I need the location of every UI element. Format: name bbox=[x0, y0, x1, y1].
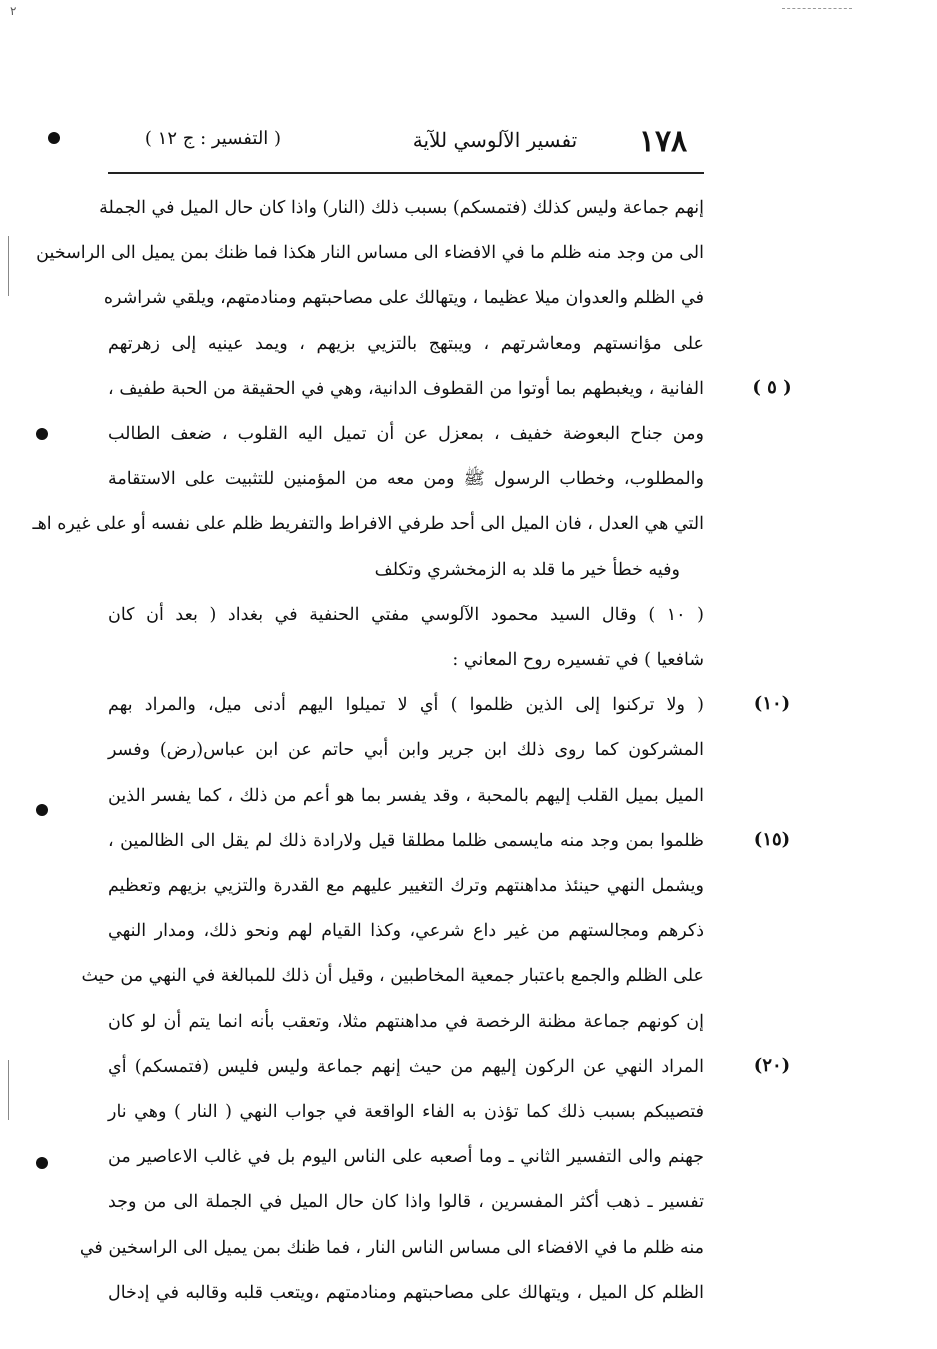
punch-hole-mark bbox=[36, 428, 48, 440]
text-line: التي هي العدل ، فان الميل الى أحد طرفي الافراط والتفريط ظلم على نفسه أو على غيره اهـ bbox=[32, 514, 704, 535]
page-number: ١٧٨ bbox=[638, 124, 688, 159]
text-line: ( ١٠ ) وقال السيد محمود الآلوسي مفتي الحنفية في بغداد ( بعد أن كان bbox=[108, 604, 705, 625]
text-line: شافعيا ) في تفسيره روح المعاني : bbox=[452, 650, 704, 670]
running-title: تفسير الآلوسي للآية bbox=[412, 128, 578, 152]
text-line: والمطلوب، وخطاب الرسول ﷺ ومن معه من المؤمنين للتثبيت على الاستقامة bbox=[108, 469, 704, 490]
text-line: الفانية ، ويغبطهم بما أوتوا من القطوف الدانية، وهي في الحقيقة من الحبة طفيف ، bbox=[108, 378, 704, 399]
top-right-divider bbox=[782, 8, 852, 9]
margin-line-number: (١٠) bbox=[753, 693, 791, 715]
punch-hole-mark bbox=[36, 804, 48, 816]
text-line: فتصيبكم بسبب ذلك كما تؤذن به الفاء الواقعة في جواب النهي ( النار ) وهي نار bbox=[108, 1102, 704, 1122]
header-rule bbox=[108, 172, 704, 174]
text-line: في الظلم والعدوان ميلا عظيما ، ويتهالك على مصاحبتهم ومنادمتهم، ويلقي شراشره bbox=[103, 288, 704, 309]
left-edge-mark bbox=[8, 1060, 9, 1120]
text-line: إن كونهم جماعة مظنة الرخصة في مداهنتهم مثلا، وتعقب بأنه انما يتم أن لو كان bbox=[108, 1011, 704, 1032]
text-line: ( ولا تركنوا إلى الذين ظلموا ) أي لا تميلوا اليهم أدنى ميل، والمراد بهم bbox=[108, 695, 704, 716]
text-line: الى من وجد منه ظلم ما في الافضاء الى مساس النار هكذا فما ظنك بمن يميل الى الراسخين bbox=[36, 243, 704, 264]
text-line: ومن جناح البعوضة خفيف ، بمعزل عن أن تميل اليه القلوب ، ضعف الطالب bbox=[108, 424, 704, 444]
text-line: وفيه خطأ خير ما قلد به الزمخشري وتكلف bbox=[374, 559, 680, 580]
text-line: الظلم كل الميل ، ويتهالك على مصاحبتهم ومنادمتهم ،ويتعب قلبه وقالبه في إدخال bbox=[108, 1282, 704, 1303]
text-line: على الظلم والجمع باعتبار جمعية المخاطبين ، وقيل أن ذلك للمبالغة في النهي من حيث bbox=[81, 966, 704, 987]
left-edge-mark bbox=[8, 236, 9, 296]
text-line: ظلموا بمن وجد منه مايسمى ظلما مطلقا قيل ولارادة ذلك لم يقل الى الظالمين ، bbox=[108, 830, 704, 851]
margin-line-number: (٢٠) bbox=[753, 1054, 791, 1076]
corner-mark: ٢ bbox=[10, 4, 17, 18]
text-line: المراد النهي عن الركون إليهم من حيث إنهم جماعة وليس فليس (فتمسكم) أي bbox=[108, 1056, 704, 1077]
punch-hole-mark bbox=[36, 1157, 48, 1169]
text-line: إنهم جماعة وليس كذلك (فتمسكم) بسبب ذلك (النار) واذا كان حال الميل في الجملة bbox=[99, 198, 704, 218]
text-line: منه ظلم ما في الافضاء الى مساس الناس النار ، فما ظنك بمن يميل الى الراسخين في bbox=[79, 1237, 704, 1258]
margin-line-number: (١٥) bbox=[753, 828, 791, 850]
text-line: جهنم والى التفسير الثاني ـ وما أصعبه على الناس اليوم بل في غالب الاعاصير من bbox=[108, 1147, 704, 1168]
text-line: الميل بميل القلب إليهم بالمحبة ، وقد يفسر بما هو أعم من ذلك ، كما يفسر الذين bbox=[108, 785, 704, 806]
text-line: تفسير ـ ذهب أكثر المفسرين ، قالوا واذا كان حال الميل في الجملة الى من وجد bbox=[108, 1192, 704, 1213]
text-line: على مؤانستهم ومعاشرتهم ، ويبتهج بالتزيي بزيهم ، ويمد عينيه إلى زهرتهم bbox=[108, 333, 704, 354]
text-line: ويشمل النهي حينئذ مداهنتهم وترك التغيير عليهم مع القدرة والتزيي بزيهم وتعظيم bbox=[108, 876, 704, 896]
section-reference: ( التفسير : ج ١٢ ) bbox=[144, 128, 282, 149]
text-line: المشركون كما روى ذلك ابن جرير وابن أبي حاتم عن ابن عباس(رض) وفسر bbox=[108, 740, 704, 761]
punch-hole-mark bbox=[48, 132, 60, 144]
text-line: ذكرهم ومجالستهم من غير داع شرعي، وكذا القيام لهم ونحو ذلك، ومدار النهي bbox=[108, 921, 704, 942]
margin-line-number: ( ٥ ) bbox=[752, 376, 792, 398]
